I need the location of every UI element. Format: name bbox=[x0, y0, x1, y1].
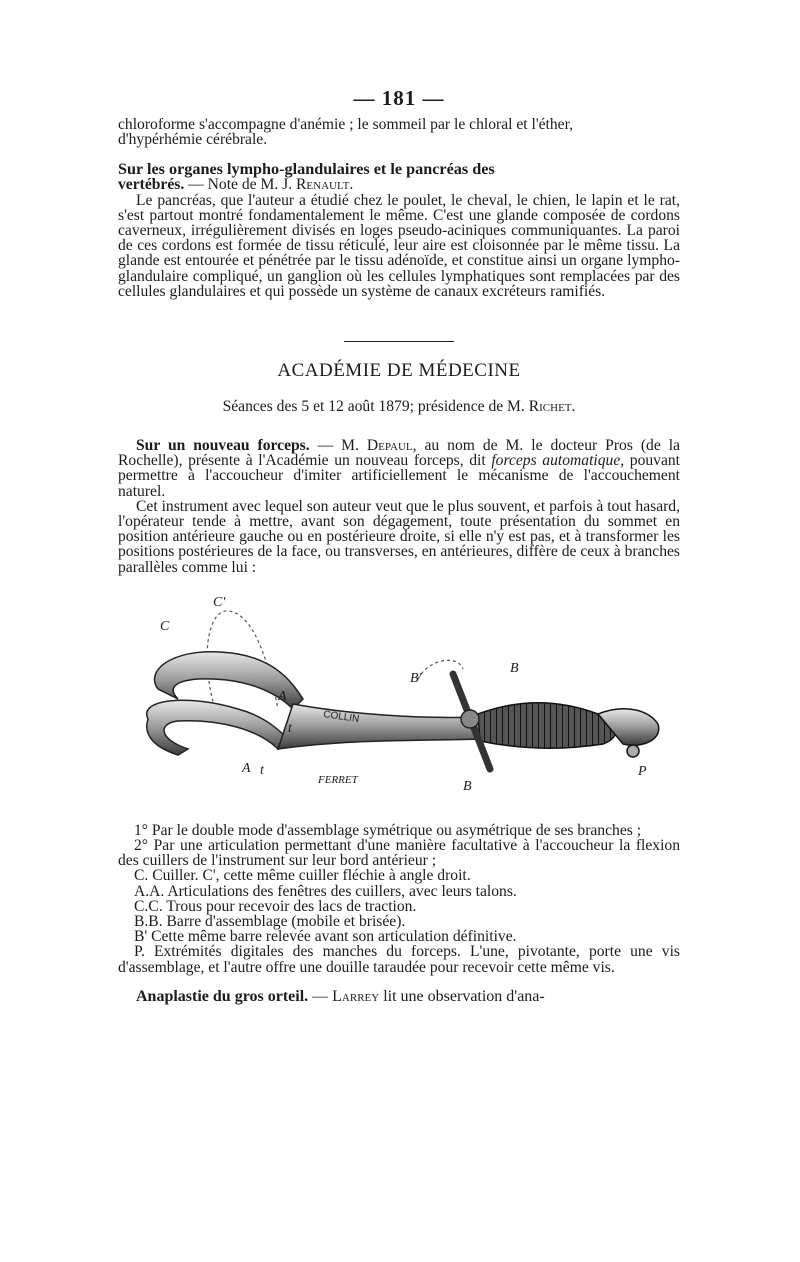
figure-legend bbox=[118, 823, 680, 975]
label-b-upper: B bbox=[510, 660, 519, 676]
lymph-note-prefix: — Note de M. J. bbox=[184, 176, 296, 194]
anaplastie-line bbox=[118, 989, 680, 1004]
lymph-body: Le pancréas, que l'auteur a étudié chez le poulet, le cheval, le chien, le lapin et le rat, s'est partout montré fondamentalement le même. C'est une glande composée de cordons caverneux, irrégulièrement divisés en loges pseudo-aciniques communiquantes. La paroi de ces cordons est formée de tissu réticulé, leur aire est cloisonnée par le même tissu. La glande est entourée et pénétrée par le tissu adénoïde, et constitue ainsi un organe lympho-glandulaire compliqué, un ganglion où les cellules lymphatiques sont remplacées par des cellules glandulaires et qui possède un système de canaux excréteurs ramifiés. bbox=[118, 191, 680, 300]
label-c-prime: C' bbox=[213, 594, 226, 610]
academie-title: ACADÉMIE DE MÉDECINE bbox=[277, 360, 521, 382]
intro-line-1: chloroforme s'accompagne d'anémie ; le sommeil par le chloral et l'éther, bbox=[118, 116, 574, 133]
engraved-mark: COLLIN bbox=[322, 708, 360, 725]
document-page bbox=[118, 86, 680, 1004]
label-t-upper: t bbox=[288, 720, 292, 736]
forceps-p1-c: pouvant permettre à l'accoucheur d'imiter artificiellement le mécanisme de l'accouchement naturel. bbox=[118, 452, 681, 500]
assembly-pivot bbox=[461, 710, 479, 728]
lymph-title bbox=[118, 161, 680, 177]
label-a-lower: A bbox=[242, 760, 251, 776]
anaplastie-a: — bbox=[308, 987, 333, 1005]
forceps-p1-b: au nom de M. le docteur Pros (de la Rochelle), présente à l'Académie un nouveau forceps, dit bbox=[118, 437, 680, 470]
legend-item: B.B. Barre d'assemblage (mobile et brisée). bbox=[134, 913, 406, 931]
spoon-lower bbox=[147, 700, 293, 755]
forceps-p1-a: — M. bbox=[309, 437, 367, 455]
seances-president: Richet. bbox=[528, 398, 576, 416]
label-a-upper: A bbox=[278, 688, 287, 704]
page-number: — 181 — bbox=[353, 86, 445, 110]
legend-item: B' Cette même barre relevée avant son articulation définitive. bbox=[134, 928, 517, 946]
lymph-title-a: Sur les organes lympho-glandulaires et le pancréas des bbox=[118, 160, 495, 179]
lymph-title-line bbox=[118, 177, 680, 192]
forceps-illustration bbox=[118, 594, 680, 809]
seances-prefix: Séances des 5 et 12 août 1879; présidence de M. bbox=[222, 398, 529, 416]
legend-item: 1° Par le double mode d'assemblage symétrique ou asymétrique de ses branches ; bbox=[134, 821, 642, 839]
lymph-title-b: vertébrés. bbox=[118, 176, 185, 194]
anaplastie-name: Larrey bbox=[332, 987, 380, 1005]
forceps-p1-name: Depaul, bbox=[366, 437, 417, 455]
forceps-drawing bbox=[118, 599, 680, 809]
forceps-title: Sur un nouveau forceps. bbox=[136, 437, 310, 455]
legend-item: 2° Par une articulation permettant d'une manière facultative à l'accoucheur la flexion des cuillers de l'instrument sur leur bord antérieur ; bbox=[118, 837, 680, 870]
label-b-lower: B bbox=[463, 778, 472, 794]
legend-item: P. Extrémités digitales des manches du forceps. L'une, pivotante, porte une vis d'assemblage, et l'autre offre une douille taraudée pour recevoir cette même vis. bbox=[118, 943, 680, 976]
handle-screw bbox=[627, 745, 639, 757]
lymph-note-author: Renault. bbox=[296, 176, 354, 194]
label-t-lower: t bbox=[260, 762, 264, 778]
forceps-para-2: Cet instrument avec lequel son auteur veut que le plus souvent, et parfois à tout hasard, l'opérateur tende à mettre, avant son dégagement, toute présentation du sommet en position antérieure gauche ou en postérieure droite, si elle n'y est pas, et à transformer les positions postérieures de la face, ou transverses, en antérieures, diffère de ceux à branches parallèles comme lui : bbox=[118, 497, 680, 576]
forceps-shaft bbox=[278, 704, 483, 749]
forceps-p1-italic: forceps automatique, bbox=[491, 452, 625, 470]
legend-item: A.A. Articulations des fenêtres des cuillers, avec leurs talons. bbox=[134, 882, 517, 900]
anaplastie-title: Anaplastie du gros orteil. bbox=[136, 987, 309, 1005]
label-b-prime: B' bbox=[410, 670, 422, 686]
label-p: P bbox=[638, 763, 647, 779]
legend-item: C.C. Trous pour recevoir des lacs de traction. bbox=[134, 897, 417, 915]
section-divider bbox=[344, 341, 454, 342]
anaplastie-b: lit une observation d'ana- bbox=[379, 987, 545, 1005]
label-c: C bbox=[160, 618, 170, 634]
engraver-signature: FERRET bbox=[318, 773, 358, 786]
seances-line bbox=[118, 398, 680, 416]
forceps-handle bbox=[478, 703, 616, 749]
legend-item: C. Cuiller. C', cette même cuiller fléchie à angle droit. bbox=[134, 867, 471, 885]
forceps-para-1 bbox=[118, 438, 680, 499]
intro-line-2: d'hypérhémie cérébrale. bbox=[118, 131, 268, 149]
